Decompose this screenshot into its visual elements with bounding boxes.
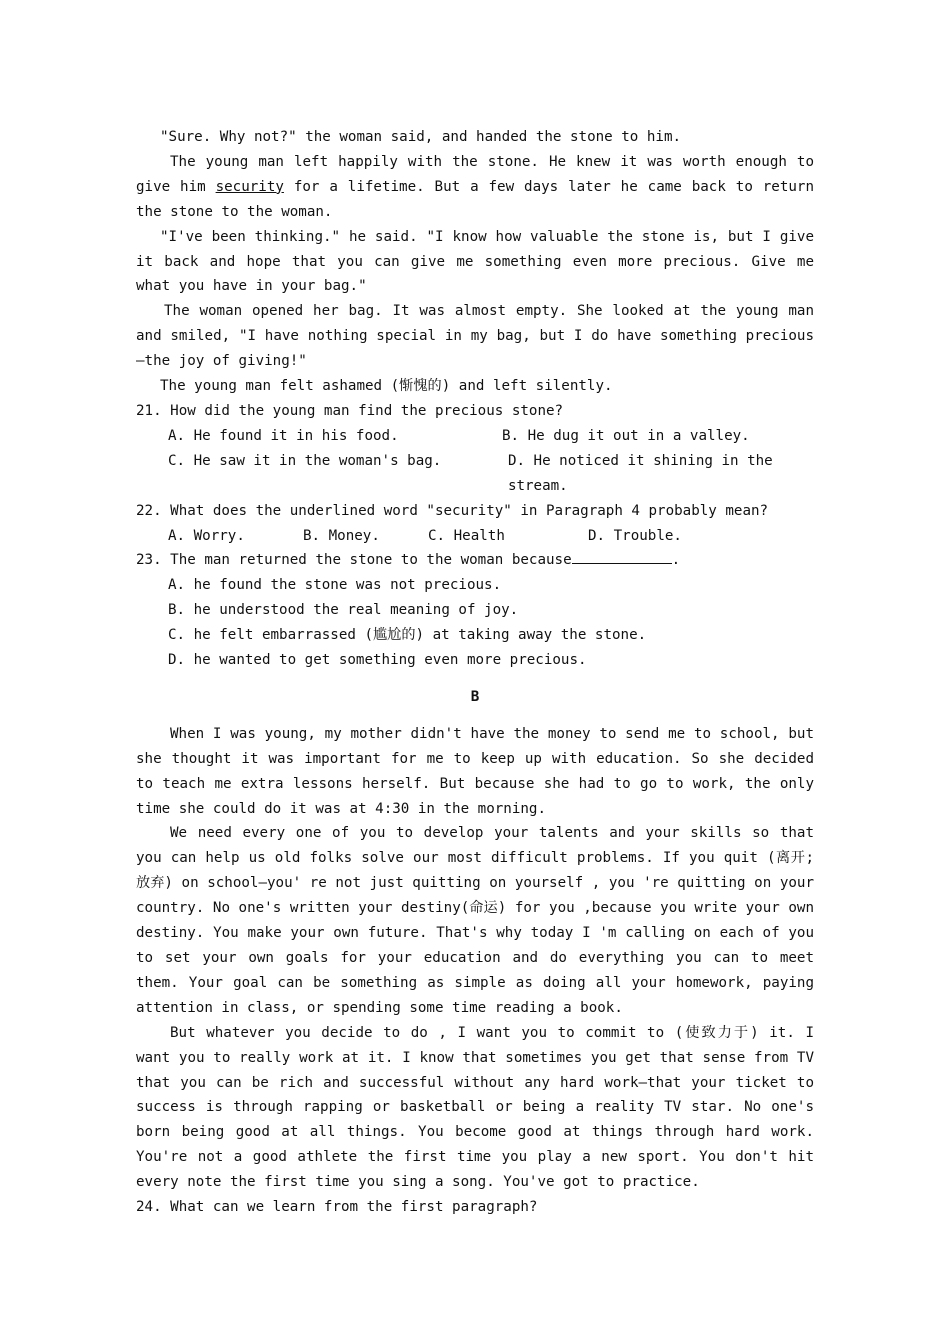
passage-a-paragraph: The young man felt ashamed (惭愧的) and left silently.: [160, 378, 613, 395]
option-c: C. he felt embarrassed (尴尬的) at taking away the stone.: [168, 627, 647, 644]
option-d: D. he wanted to get something even more precious.: [168, 652, 587, 669]
option-a: A. he found the stone was not precious.: [168, 577, 502, 594]
passage-b-paragraph: But whatever you decide to do , I want you to commit to (使致力于) it. I want you to really work at it. I know that sometimes you get that sense from TV that you can be rich and successful without any hard work—that your ticket to success is through rapping or basketball or being a reality TV star. No one's born being good at all things. You become good at things through hard work. You're not a good athlete the first time you play a new sport. You don't hit every note the first time you sing a song. You've got to practice.: [136, 1024, 814, 1191]
option-a: A. Worry.: [168, 527, 245, 544]
question-22-stem: 22. What does the underlined word "security" in Paragraph 4 probably mean?: [136, 502, 769, 519]
question-24-stem: 24. What can we learn from the first paragraph?: [136, 1199, 538, 1216]
option-a: A. He found it in his food.: [168, 427, 399, 444]
question-21-stem: 21. How did the young man find the precious stone?: [136, 402, 564, 419]
passage-a-paragraph: [136, 150, 814, 225]
passage-a-paragraph: The woman opened her bag. It was almost empty. She looked at the young man and smiled, "I have nothing special in my bag, but I do have something precious —the joy of giving!": [136, 303, 814, 370]
document-page: [136, 125, 814, 1220]
question-21-options-row: [136, 449, 814, 499]
option-d: D. He noticed it shining in the stream.: [507, 452, 773, 494]
passage-a-paragraph: "Sure. Why not?" the woman said, and handed the stone to him.: [160, 129, 682, 145]
paragraph-text: for a lifetime. But a few days later he came back to return the stone to the woman.: [136, 178, 815, 220]
option-b: B. He dug it out in a valley.: [502, 427, 750, 444]
option-b: B. Money.: [303, 527, 380, 544]
question-23-stem: 23. The man returned the stone to the woman because .: [136, 548, 814, 573]
question-22-options-row: [136, 524, 814, 549]
underlined-word-security: security: [215, 178, 284, 195]
option-c: C. He saw it in the woman's bag.: [168, 452, 442, 469]
option-c: C. Health: [428, 527, 505, 544]
question-23-text: 23. The man returned the stone to the woman because: [136, 552, 572, 569]
option-d: D. Trouble.: [588, 527, 682, 544]
paragraph-text: The young man left happily with the stone. He knew it was worth enough to give him: [136, 153, 814, 195]
option-b: B. he understood the real meaning of joy.: [168, 602, 519, 619]
passage-b-paragraph: We need every one of you to develop your talents and your skills so that you can help us old folks solve our most difficult problems. If you quit (离开; 放弃) on school—you' re not just quitting on yourself , you 're quitting on your country. No one's written your destiny(命运) for you ,because you write your own destiny. You make your own future. That's why today I 'm calling on each of you to set your own goals for your education and do everything you can to meet them. Your goal can be something as simple as doing all your homework, paying attention in class, or spending some time reading a book.: [136, 825, 814, 1016]
section-b-heading: B: [470, 688, 480, 705]
passage-b-paragraph: When I was young, my mother didn't have the money to send me to school, but she thought it was important for me to keep up with education. So she decided to teach me extra lessons herself. But because she had to go to work, the only time she could do it was at 4:30 in the morning.: [136, 725, 814, 817]
question-21-options-row: [136, 424, 814, 449]
answer-blank: [572, 549, 672, 564]
passage-a-paragraph: "I've been thinking." he said. "I know how valuable the stone is, but I give it back and hope that you can give me something even more precious. Give me what you have in your bag.": [136, 228, 814, 295]
